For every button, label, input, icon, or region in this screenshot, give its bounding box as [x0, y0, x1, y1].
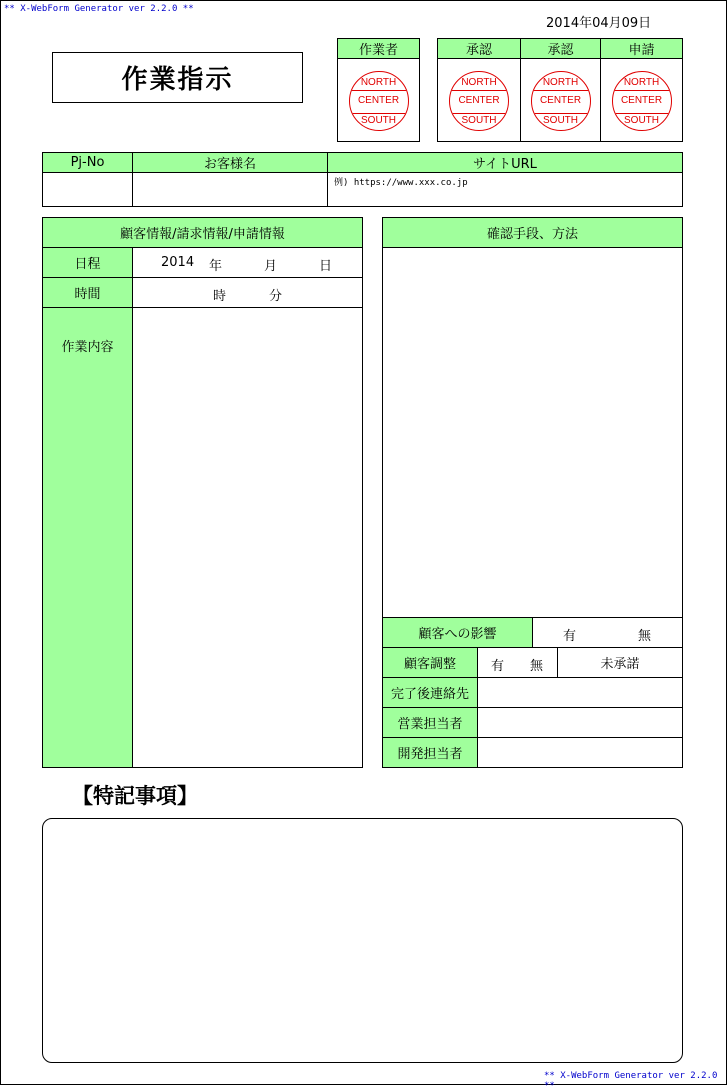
adjust-status[interactable]: 未承諾 — [558, 648, 682, 678]
schedule-month-unit: 月 — [264, 259, 278, 274]
schedule-day-unit: 日 — [319, 259, 333, 274]
generator-label-bottom: ** X-WebForm Generator ver 2.2.0 ** — [544, 1071, 718, 1091]
approval-box-apply — [601, 39, 682, 141]
approval-label: 作業者 — [338, 39, 419, 59]
confirm-method-field[interactable] — [383, 248, 682, 618]
approval-stamp: NORTH CENTER SOUTH — [612, 71, 672, 131]
approval-box-approve-2 — [521, 39, 601, 141]
customer-name-header: お客様名 — [133, 153, 328, 173]
work-content-label: 作業内容 — [61, 340, 114, 355]
approval-stamp: NORTH CENTER SOUTH — [349, 71, 409, 131]
schedule-field[interactable] — [133, 248, 362, 278]
approval-group — [437, 38, 683, 142]
adjust-no[interactable]: 無 — [530, 659, 544, 674]
impact-yes[interactable]: 有 — [563, 629, 577, 644]
time-label: 時間 — [43, 278, 133, 308]
site-url-header: サイトURL — [328, 153, 682, 173]
approval-box-approve-1 — [438, 39, 521, 141]
confirm-header: 確認手段、方法 — [383, 218, 682, 248]
confirm-table — [382, 217, 683, 768]
generator-label-top: ** X-WebForm Generator ver 2.2.0 ** — [4, 4, 194, 14]
pj-no-field[interactable] — [43, 173, 133, 206]
adjust-label: 顧客調整 — [383, 648, 478, 678]
form-date: 2014年04月09日 — [546, 16, 652, 31]
customer-info-header: 顧客情報/請求情報/申請情報 — [43, 218, 362, 248]
dev-field[interactable] — [478, 738, 682, 767]
customer-info-table — [42, 217, 363, 768]
time-field[interactable] — [133, 278, 362, 308]
contact-field[interactable] — [478, 678, 682, 708]
approval-stamp: NORTH CENTER SOUTH — [531, 71, 591, 131]
site-url-example: 例) https://www.xxx.co.jp — [334, 178, 468, 188]
sales-label: 営業担当者 — [383, 708, 478, 738]
impact-field[interactable] — [533, 618, 682, 648]
approval-label: 申請 — [601, 39, 682, 59]
schedule-year: 2014 — [161, 255, 195, 270]
contact-label: 完了後連絡先 — [383, 678, 478, 708]
work-content-field[interactable] — [133, 308, 362, 767]
impact-no[interactable]: 無 — [638, 629, 652, 644]
time-hour-unit: 時 — [213, 289, 227, 304]
schedule-year-unit: 年 — [209, 259, 223, 274]
page-title: 作業指示 — [52, 52, 303, 103]
approval-box-worker — [337, 38, 420, 142]
adjust-yes[interactable]: 有 — [491, 659, 505, 674]
sales-field[interactable] — [478, 708, 682, 738]
impact-label: 顧客への影響 — [383, 618, 533, 648]
site-url-field[interactable] — [328, 173, 682, 206]
dev-label: 開発担当者 — [383, 738, 478, 767]
customer-name-field[interactable] — [133, 173, 328, 206]
schedule-label: 日程 — [43, 248, 133, 278]
work-content-label-cell — [43, 308, 133, 767]
pj-no-header: Pj-No — [43, 153, 133, 173]
notes-title: 【特記事項】 — [72, 784, 198, 808]
project-table — [42, 152, 683, 207]
approval-label: 承認 — [438, 39, 520, 59]
adjust-field[interactable] — [478, 648, 558, 678]
approval-label: 承認 — [521, 39, 600, 59]
approval-stamp: NORTH CENTER SOUTH — [449, 71, 509, 131]
time-min-unit: 分 — [269, 289, 283, 304]
notes-field[interactable] — [42, 818, 683, 1063]
